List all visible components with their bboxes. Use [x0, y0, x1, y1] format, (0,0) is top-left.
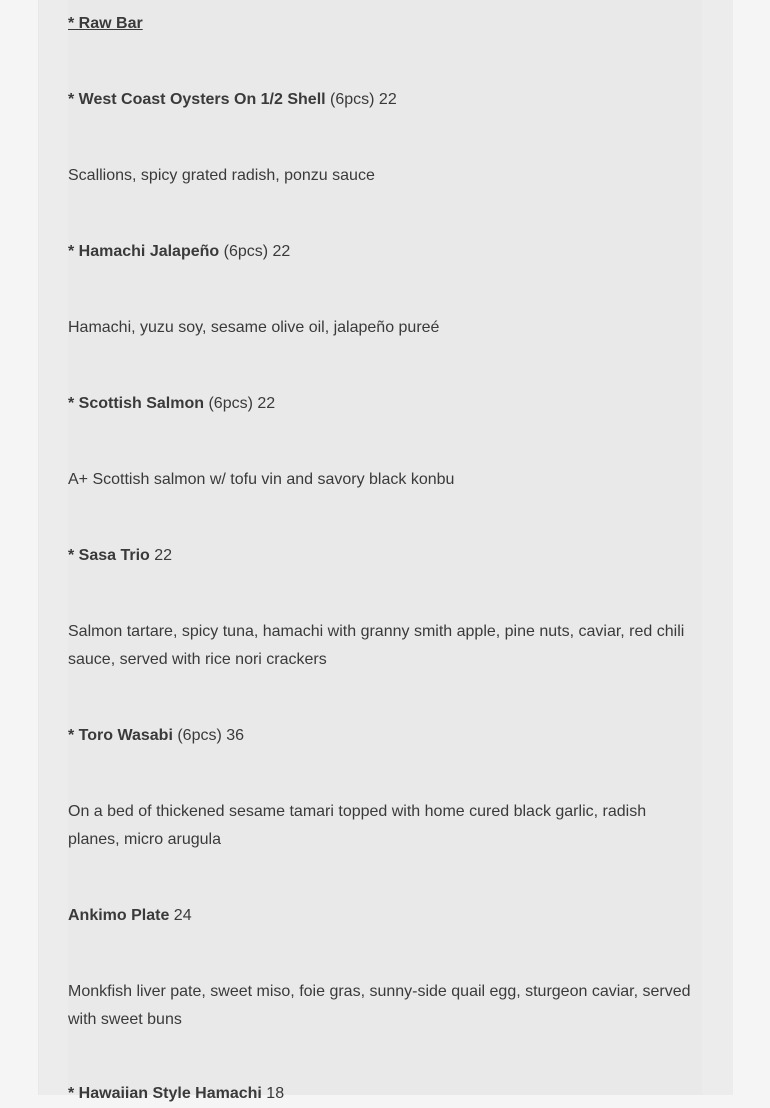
menu-item-heading: [68, 902, 694, 930]
item-price: (6pcs) 36: [172, 727, 245, 744]
item-name: * Hamachi Jalapeño: [68, 243, 220, 260]
item-name: Ankimo Plate: [68, 907, 170, 924]
item-price: (6pcs) 22: [204, 395, 276, 412]
item-description: A+ Scottish salmon w/ tofu vin and savory black konbu: [68, 471, 455, 488]
item-name: * Hawaiian Style Hamachi: [68, 1085, 262, 1102]
menu-item-heading: [68, 238, 694, 266]
item-description: On a bed of thickened sesame tamari topped with home cured black garlic, radish planes, micro arugula: [68, 803, 647, 848]
menu-item-heading: [68, 542, 694, 570]
item-name: * Scottish Salmon: [68, 395, 205, 412]
item-description: Hamachi, yuzu soy, sesame olive oil, jalapeño pureé: [68, 319, 440, 336]
item-price: 24: [169, 907, 192, 924]
item-price: (6pcs) 22: [325, 91, 397, 108]
item-description: Scallions, spicy grated radish, ponzu sauce: [68, 167, 375, 184]
item-name: * Toro Wasabi: [68, 727, 173, 744]
item-price: 22: [149, 547, 173, 564]
item-description: Salmon tartare, spicy tuna, hamachi with granny smith apple, pine nuts, caviar, red chili sauce, served with rice nori crackers: [68, 623, 685, 668]
menu-item-heading: [68, 722, 694, 750]
menu-item-heading: [68, 86, 694, 114]
item-description: Monkfish liver pate, sweet miso, foie gras, sunny-side quail egg, sturgeon caviar, served with sweet buns: [68, 983, 691, 1028]
item-name: * Sasa Trio: [68, 547, 150, 564]
item-name: * West Coast Oysters On 1/2 Shell: [68, 91, 326, 108]
item-price: (6pcs) 22: [219, 243, 291, 260]
item-price: 18: [261, 1085, 285, 1102]
menu-item-heading: [68, 390, 694, 418]
section-title: * Raw Bar: [68, 15, 143, 32]
menu-item-heading: [68, 1080, 694, 1108]
